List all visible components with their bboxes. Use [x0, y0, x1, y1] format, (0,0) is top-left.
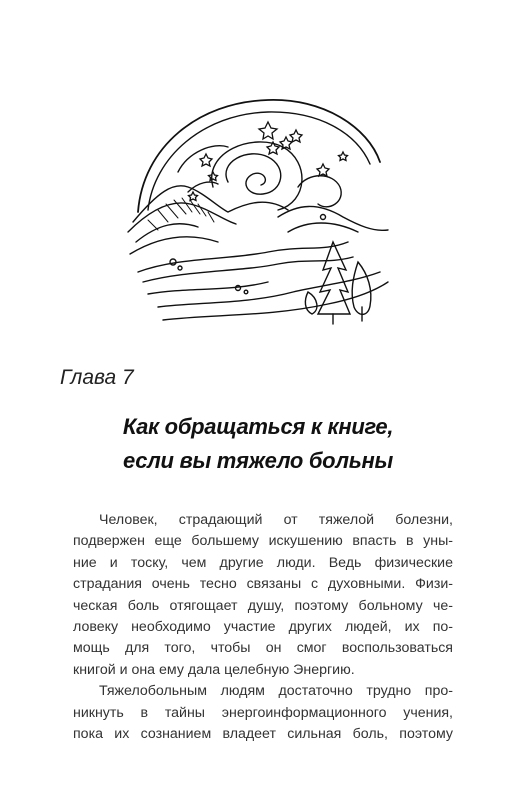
text-line: страдания очень тесно связаны с духовными. Физи-	[73, 576, 453, 593]
chapter-title	[88, 410, 428, 478]
text-line: подвержен еще большему искушению впасть в уны-	[73, 533, 453, 550]
text-line: ческая боль отягощает душу, поэтому больному че-	[73, 597, 453, 614]
text-line: никнуть в тайны энергоинформационного учения,	[73, 704, 453, 721]
text-line: мощь для того, чтобы он смог воспользоваться	[73, 640, 453, 657]
text-line: ловеку необходимо участие других людей, их по-	[73, 619, 453, 636]
text-line: Человек, страдающий от тяжелой болезни,	[99, 512, 453, 528]
text-line: Тяжелобольным людям достаточно трудно про-	[99, 683, 453, 700]
text-line: книгой и она ему дала целебную Энергию.	[73, 661, 355, 678]
body-paragraphs	[73, 510, 453, 745]
text-line: ние и тоску, чем другие люди. Ведь физические	[73, 554, 453, 571]
chapter-title-line: Как обращаться к книге,	[122, 414, 394, 439]
chapter-title-line: если вы тяжело больны	[123, 448, 393, 473]
mountain-starry-night-sketch-icon	[118, 92, 398, 327]
chapter-number: Глава 7	[60, 366, 134, 389]
text-line: пока их сознанием владеет сильная боль, поэтому	[73, 726, 453, 743]
